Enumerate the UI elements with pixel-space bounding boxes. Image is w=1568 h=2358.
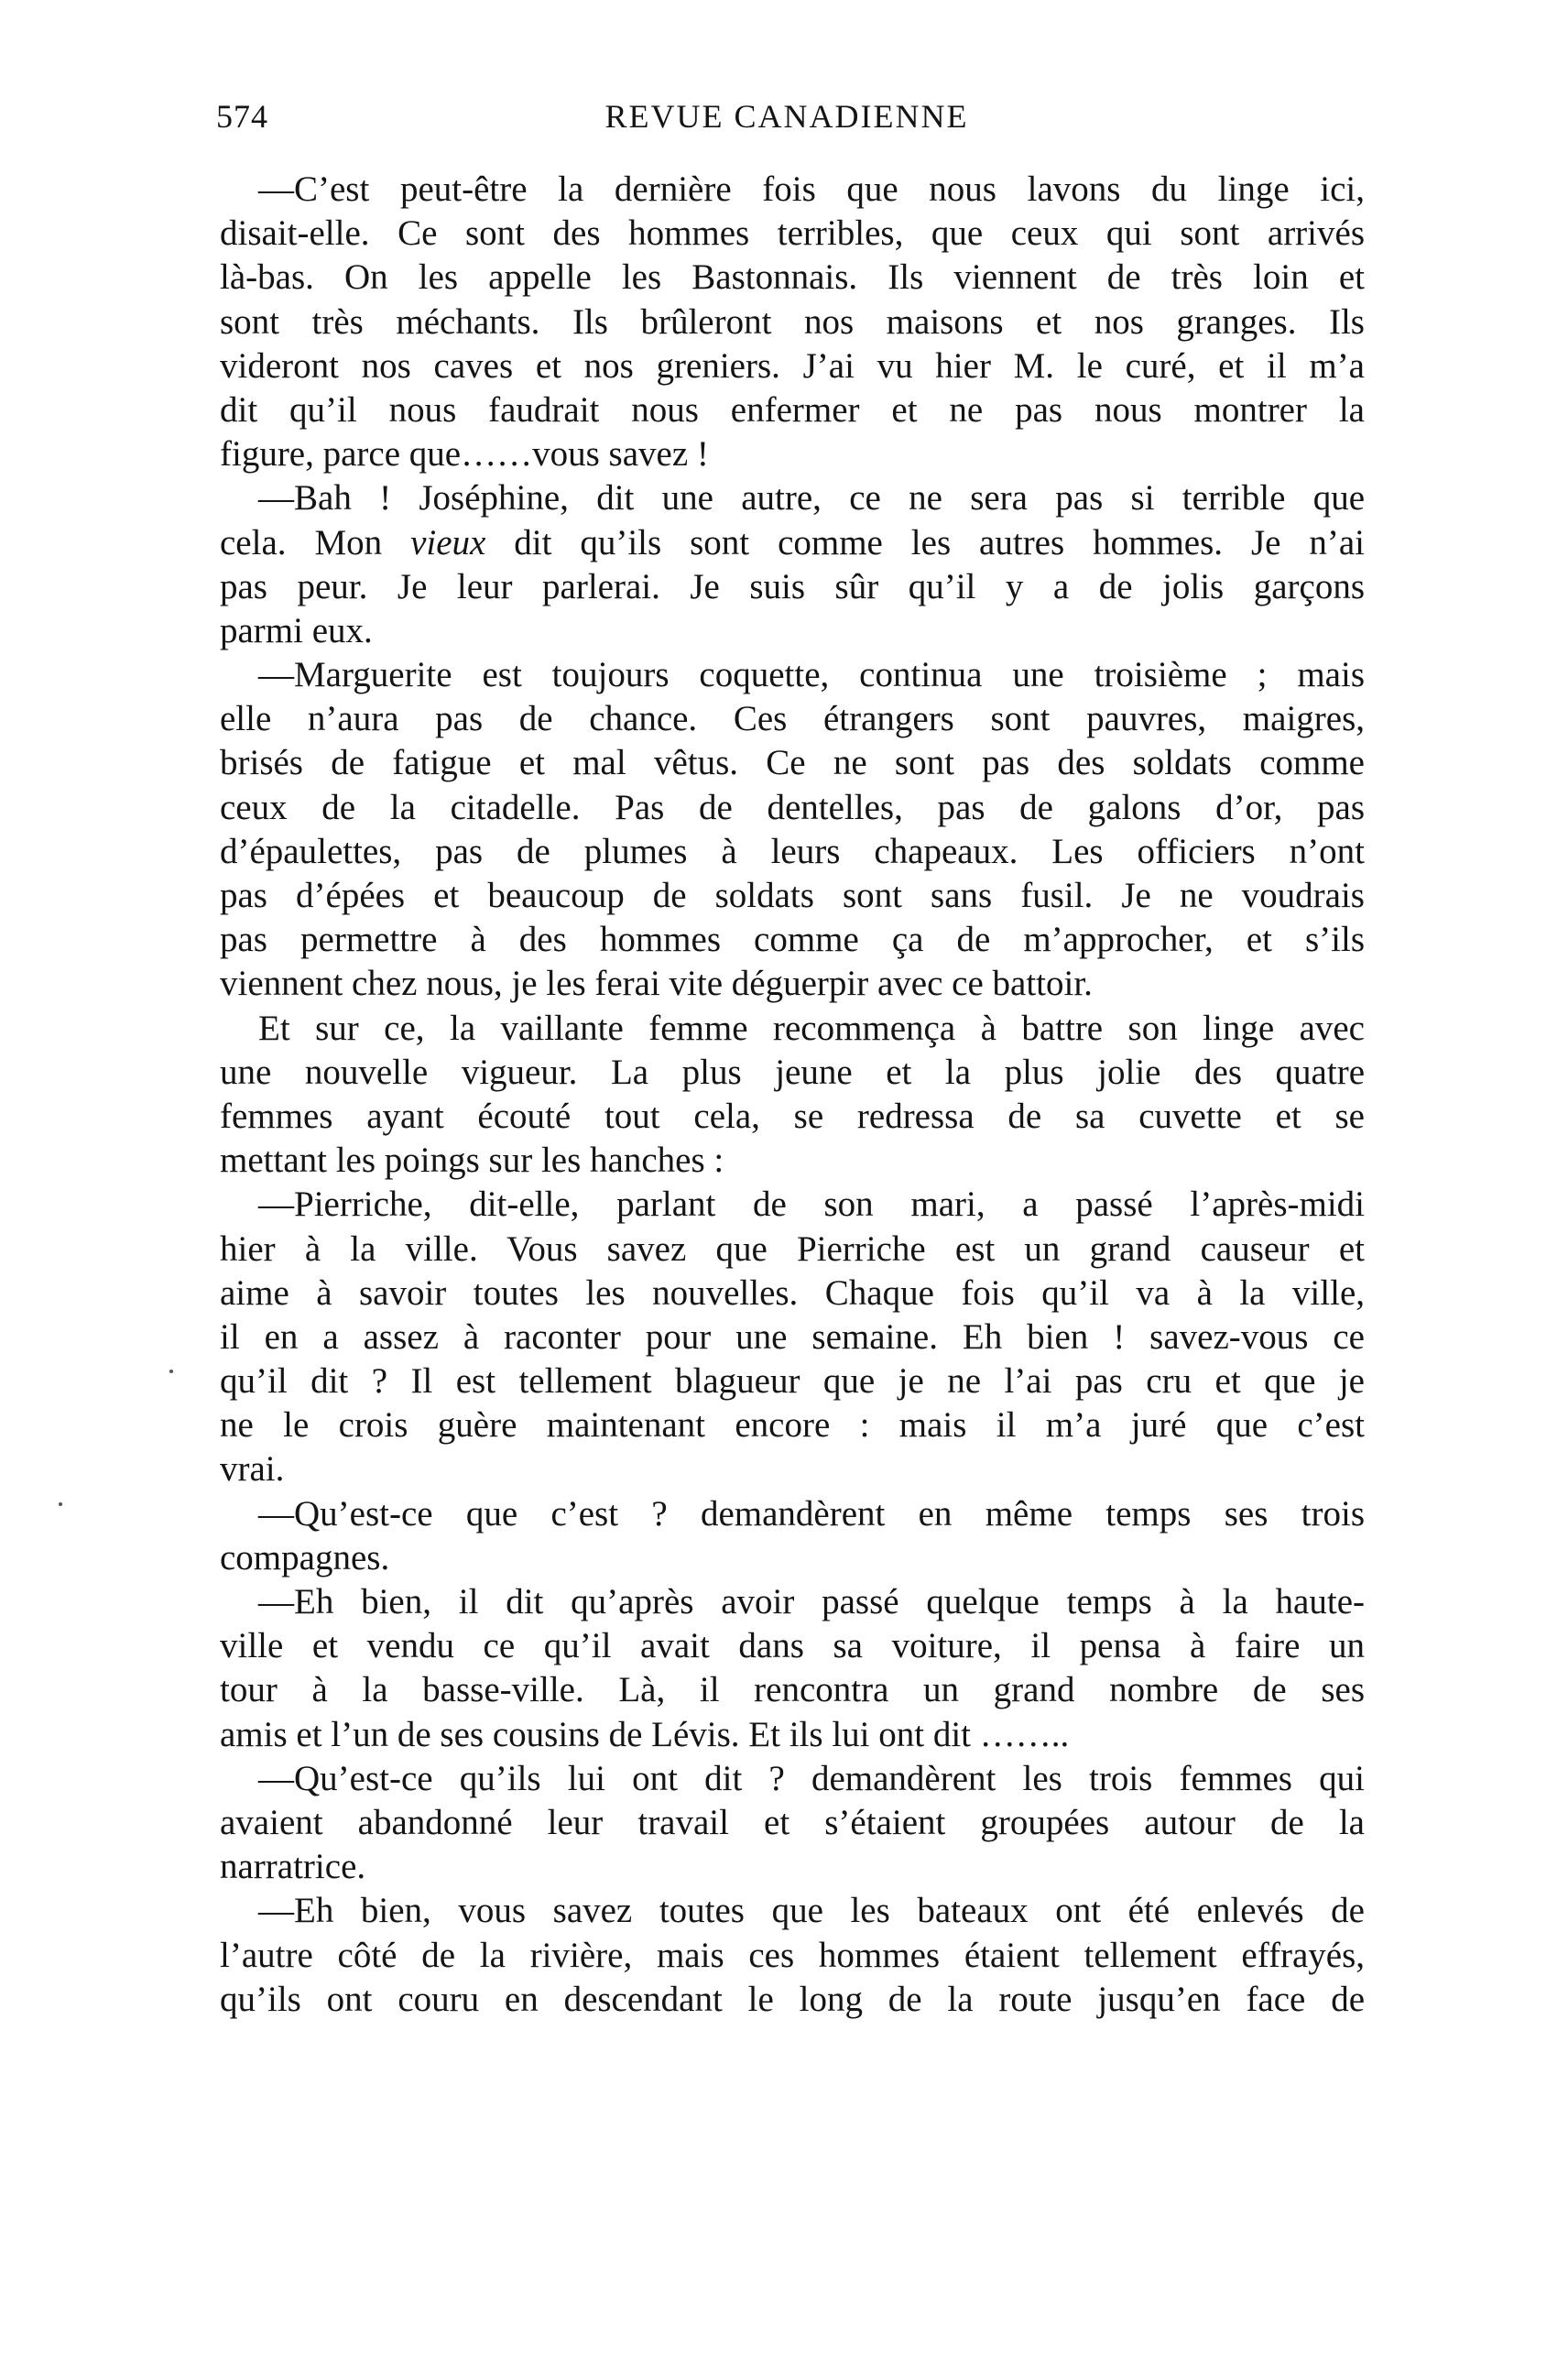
running-head bbox=[209, 92, 1365, 147]
text-line bbox=[220, 256, 1365, 300]
text-segment: sont très méchants. Ils brûleront nos maisons et nos granges. Ils bbox=[220, 301, 1365, 342]
text-line bbox=[220, 697, 1365, 741]
text-segment: brisés de fatigue et mal vêtus. Ce ne sont pas des soldats comme bbox=[220, 743, 1365, 783]
text-line bbox=[220, 1315, 1365, 1359]
text-segment: pas permettre à des hommes comme ça de m’approcher, et s’ils bbox=[220, 920, 1365, 960]
text-line bbox=[220, 741, 1365, 785]
text-line bbox=[220, 1139, 1365, 1183]
text-line bbox=[220, 344, 1365, 388]
text-segment: —Bah ! Joséphine, dit une autre, ce ne sera pas si terrible que bbox=[258, 478, 1365, 519]
text-segment: aime à savoir toutes les nouvelles. Chaque fois qu’il va à la ville, bbox=[220, 1272, 1365, 1313]
text-segment: tour à la basse-ville. Là, il rencontra un grand nombre de ses bbox=[220, 1670, 1365, 1710]
text-segment: dit qu’il nous faudrait nous enfermer et ne pas nous montrer la bbox=[220, 389, 1365, 430]
text-line bbox=[220, 1845, 1365, 1889]
text-segment: videront nos caves et nos greniers. J’ai vu hier M. le curé, et il m’a bbox=[220, 345, 1365, 386]
text-line bbox=[220, 653, 1365, 697]
text-segment: qu’ils ont couru en descendant le long de la route jusqu’en face de bbox=[220, 1979, 1365, 2019]
text-line bbox=[220, 962, 1365, 1006]
text-line bbox=[220, 1624, 1365, 1668]
text-line bbox=[220, 830, 1365, 874]
text-line bbox=[220, 476, 1365, 520]
text-segment: l’autre côté de la rivière, mais ces hommes étaient tellement effrayés, bbox=[220, 1935, 1365, 1975]
text-segment: —Pierriche, dit-elle, parlant de son mari, a passé l’après-midi bbox=[258, 1184, 1365, 1225]
scan-speck bbox=[169, 1370, 173, 1373]
text-line bbox=[220, 1183, 1365, 1227]
text-line bbox=[220, 432, 1365, 476]
text-line bbox=[220, 1095, 1365, 1139]
text-segment: —Marguerite est toujours coquette, continua une troisième ; mais bbox=[258, 655, 1365, 695]
text-segment: elle n’aura pas de chance. Ces étrangers sont pauvres, maigres, bbox=[220, 699, 1365, 739]
text-segment: viennent chez nous, je les ferai vite déguerpir avec ce battoir. bbox=[220, 964, 1093, 1004]
text-line bbox=[220, 1757, 1365, 1801]
text-line bbox=[220, 168, 1365, 212]
page-number: 574 bbox=[216, 98, 268, 135]
journal-title: REVUE CANADIENNE bbox=[604, 98, 969, 135]
text-line bbox=[220, 1801, 1365, 1845]
text-line bbox=[220, 1668, 1365, 1712]
text-segment: ceux de la citadelle. Pas de dentelles, pas de galons d’or, pas bbox=[220, 787, 1365, 827]
text-segment: amis et l’un de ses cousins de Lévis. Et ils lui ont dit …….. bbox=[220, 1714, 1070, 1754]
text-line bbox=[220, 1228, 1365, 1272]
text-segment: ville et vendu ce qu’il avait dans sa voiture, il pensa à faire un bbox=[220, 1626, 1365, 1666]
text-line bbox=[220, 1536, 1365, 1580]
scan-speck bbox=[59, 1502, 62, 1506]
text-segment: disait-elle. Ce sont des hommes terribles, que ceux qui sont arrivés bbox=[220, 213, 1365, 254]
text-segment: Et sur ce, la vaillante femme recommença à battre son linge avec bbox=[258, 1008, 1365, 1048]
text-segment: pas d’épées et beaucoup de soldats sont sans fusil. Je ne voudrais bbox=[220, 876, 1365, 915]
text-segment: dit qu’ils sont comme les autres hommes. Je n’ai bbox=[485, 522, 1365, 562]
text-line bbox=[220, 1359, 1365, 1403]
text-line bbox=[220, 1007, 1365, 1051]
text-segment: il en a assez à raconter pour une semaine. Eh bien ! savez-vous ce bbox=[220, 1316, 1365, 1357]
text-line bbox=[220, 565, 1365, 609]
text-segment: —Qu’est-ce qu’ils lui ont dit ? demandèrent les trois femmes qui bbox=[258, 1758, 1365, 1798]
text-segment: parmi eux. bbox=[220, 610, 373, 650]
text-segment: ne le crois guère maintenant encore : mais il m’a juré que c’est bbox=[220, 1405, 1365, 1446]
text-segment: narratrice. bbox=[220, 1847, 366, 1887]
text-line bbox=[220, 1580, 1365, 1624]
text-line bbox=[220, 874, 1365, 918]
text-segment: femmes ayant écouté tout cela, se redressa de sa cuvette et se bbox=[220, 1096, 1365, 1136]
text-line bbox=[220, 1889, 1365, 1933]
text-segment: —Eh bien, il dit qu’après avoir passé quelque temps à la haute- bbox=[258, 1582, 1365, 1621]
text-segment: figure, parce que……vous savez ! bbox=[220, 434, 709, 475]
text-segment: —Qu’est-ce que c’est ? demandèrent en même temps ses trois bbox=[258, 1493, 1365, 1534]
text-segment: d’épaulettes, pas de plumes à leurs chapeaux. Les officiers n’ont bbox=[220, 831, 1365, 871]
italic-word: vieux bbox=[410, 522, 486, 562]
text-line bbox=[220, 1978, 1365, 2022]
text-line bbox=[220, 521, 1365, 565]
text-line bbox=[220, 1272, 1365, 1315]
text-line bbox=[220, 1934, 1365, 1978]
text-line bbox=[220, 212, 1365, 256]
text-line bbox=[220, 1051, 1365, 1095]
text-segment: avaient abandonné leur travail et s’étaient groupées autour de la bbox=[220, 1802, 1365, 1842]
text-segment: mettant les poings sur les hanches : bbox=[220, 1141, 724, 1181]
text-segment: pas peur. Je leur parlerai. Je suis sûr qu’il y a de jolis garçons bbox=[220, 566, 1365, 606]
text-segment: cela. Mon bbox=[220, 522, 411, 562]
text-segment: —Eh bien, vous savez toutes que les bateaux ont été enlevés de bbox=[258, 1891, 1365, 1931]
text-segment: là-bas. On les appelle les Bastonnais. Ils viennent de très loin et bbox=[220, 257, 1365, 298]
text-segment: qu’il dit ? Il est tellement blagueur que je ne l’ai pas cru et que je bbox=[220, 1361, 1365, 1402]
text-segment: vrai. bbox=[220, 1449, 285, 1490]
text-line bbox=[220, 1713, 1365, 1757]
text-segment: compagnes. bbox=[220, 1537, 390, 1577]
text-segment: hier à la ville. Vous savez que Pierriche est un grand causeur et bbox=[220, 1228, 1365, 1269]
text-line bbox=[220, 609, 1365, 653]
text-line bbox=[220, 1492, 1365, 1536]
text-segment: —C’est peut-être la dernière fois que nous lavons du linge ici, bbox=[258, 169, 1365, 209]
text-line bbox=[220, 918, 1365, 962]
body-text bbox=[220, 168, 1365, 2022]
text-line bbox=[220, 786, 1365, 830]
text-line bbox=[220, 1403, 1365, 1447]
text-segment: une nouvelle vigueur. La plus jeune et la plus jolie des quatre bbox=[220, 1052, 1365, 1092]
text-line bbox=[220, 388, 1365, 432]
text-line bbox=[220, 1447, 1365, 1491]
text-line bbox=[220, 300, 1365, 344]
